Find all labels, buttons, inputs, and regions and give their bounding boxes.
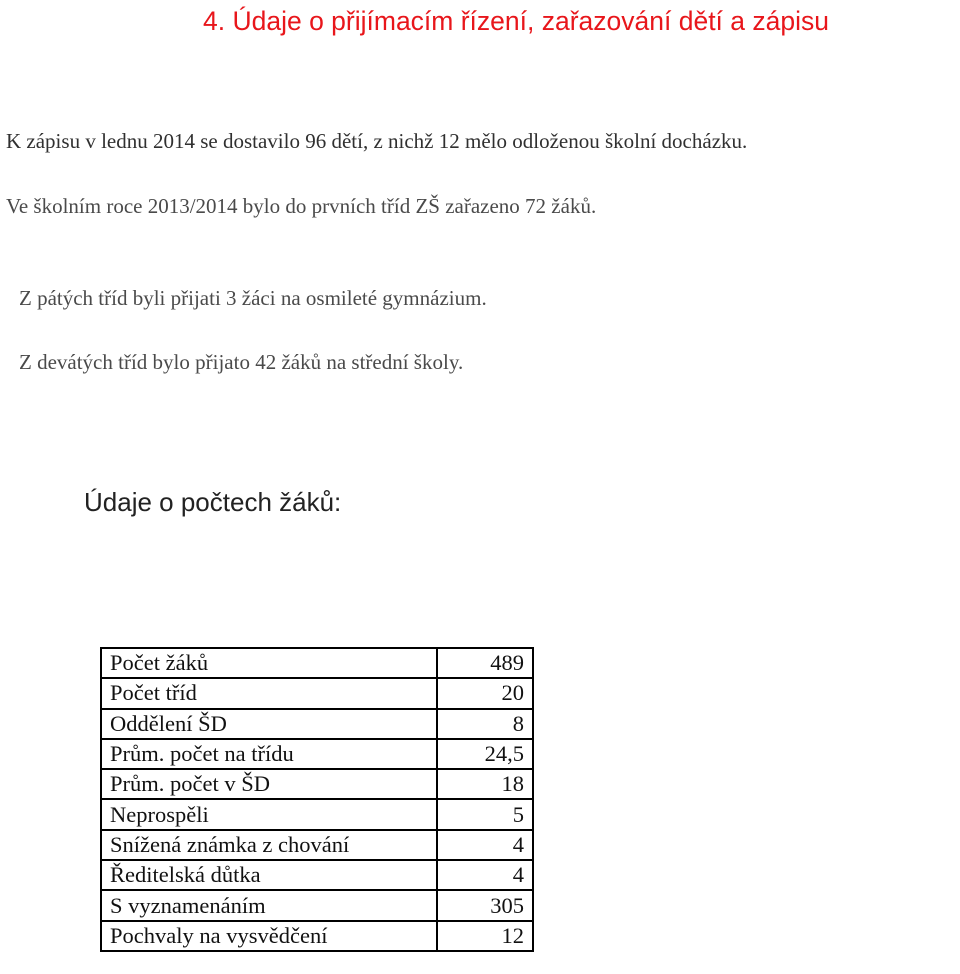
row-label: Oddělení ŠD bbox=[101, 709, 437, 739]
row-label: S vyznamenáním bbox=[101, 890, 437, 920]
paragraph-first-grade: Ve školním roce 2013/2014 bylo do prvních tříd ZŠ zařazeno 72 žáků. bbox=[6, 194, 597, 218]
table-row bbox=[101, 648, 533, 678]
row-value: 8 bbox=[437, 709, 533, 739]
section-heading: 4. Údaje o přijímacím řízení, zařazování dětí a zápisu bbox=[203, 6, 829, 36]
row-label: Počet tříd bbox=[101, 678, 437, 708]
row-value: 4 bbox=[437, 860, 533, 890]
row-label: Prům. počet na třídu bbox=[101, 739, 437, 769]
row-value: 18 bbox=[437, 769, 533, 799]
table-row bbox=[101, 739, 533, 769]
paragraph-secondary-schools: Z devátých tříd bylo přijato 42 žáků na střední školy. bbox=[19, 350, 464, 374]
row-label: Neprospěli bbox=[101, 799, 437, 829]
row-label: Prům. počet v ŠD bbox=[101, 769, 437, 799]
table-row bbox=[101, 860, 533, 890]
table-row bbox=[101, 890, 533, 920]
table-row bbox=[101, 678, 533, 708]
table-row bbox=[101, 769, 533, 799]
row-value: 24,5 bbox=[437, 739, 533, 769]
paragraph-gymnasium: Z pátých tříd byli přijati 3 žáci na osmileté gymnázium. bbox=[19, 286, 487, 310]
row-label: Ředitelská důtka bbox=[101, 860, 437, 890]
row-label: Počet žáků bbox=[101, 648, 437, 678]
row-value: 12 bbox=[437, 921, 533, 951]
row-value: 4 bbox=[437, 830, 533, 860]
table-row bbox=[101, 799, 533, 829]
row-value: 20 bbox=[437, 678, 533, 708]
stats-title: Údaje o počtech žáků: bbox=[84, 487, 342, 517]
row-value: 305 bbox=[437, 890, 533, 920]
table-row bbox=[101, 921, 533, 951]
row-label: Pochvaly na vysvědčení bbox=[101, 921, 437, 951]
row-label: Snížená známka z chování bbox=[101, 830, 437, 860]
stats-table bbox=[100, 647, 534, 952]
table-row bbox=[101, 709, 533, 739]
row-value: 5 bbox=[437, 799, 533, 829]
paragraph-enrollment: K zápisu v lednu 2014 se dostavilo 96 dětí, z nichž 12 mělo odloženou školní docházku. bbox=[6, 129, 748, 153]
table-row bbox=[101, 830, 533, 860]
row-value: 489 bbox=[437, 648, 533, 678]
